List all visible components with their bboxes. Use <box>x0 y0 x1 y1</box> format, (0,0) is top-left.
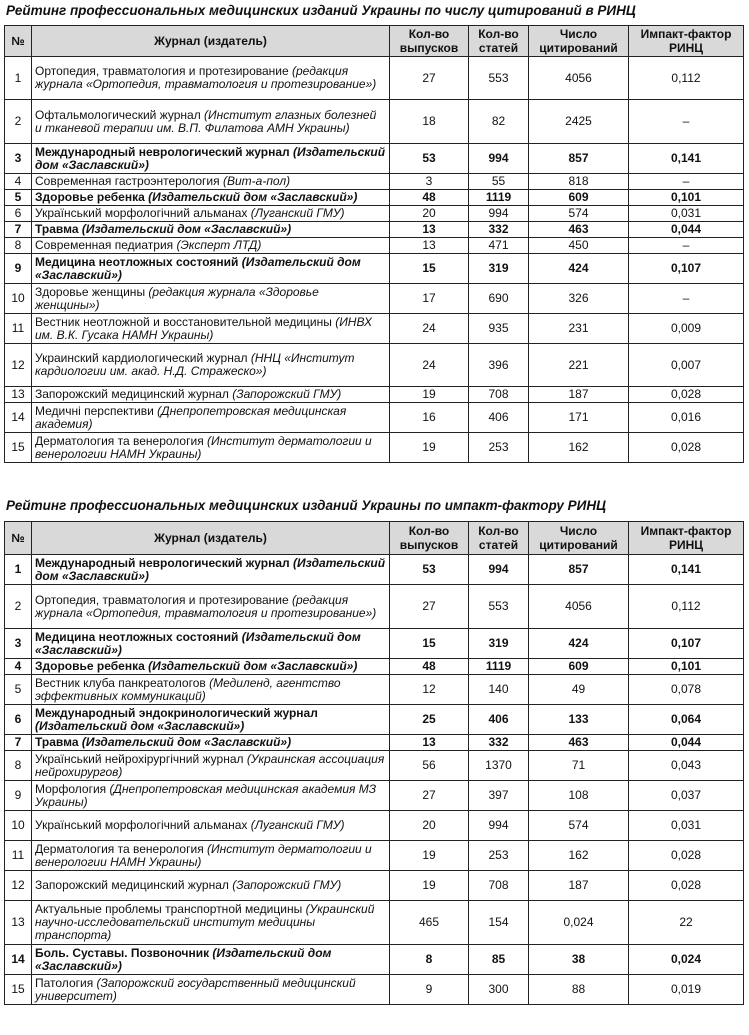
journal-name: Здоровье женщины <box>35 284 146 299</box>
citations-cell: 609 <box>529 659 629 675</box>
publisher: (Институт глазных болезней и тканевой терапии им. В.П. Филатова АМН Украины) <box>35 107 377 135</box>
journal-name: Дерматология та венерология <box>35 433 204 448</box>
issues-cell: 56 <box>390 751 469 781</box>
journal-cell <box>32 314 390 344</box>
journal-cell <box>32 433 390 463</box>
header-articles: Кол-во статей <box>469 26 529 57</box>
journal-cell <box>32 238 390 254</box>
impact-factor-cell: 0,009 <box>629 314 744 344</box>
row-number: 11 <box>5 841 32 871</box>
articles-cell: 253 <box>469 433 529 463</box>
citations-cell: 162 <box>529 433 629 463</box>
publisher: (Издательский дом «Заславский») <box>35 144 386 172</box>
publisher: (Луганский ГМУ) <box>250 818 345 832</box>
journal-name: Запорожский медицинский журнал <box>35 387 229 401</box>
impact-factor-rating-table <box>4 521 744 1005</box>
journal-cell <box>32 57 390 100</box>
header-journal: Журнал (издатель) <box>32 26 390 57</box>
issues-cell: 3 <box>390 174 469 190</box>
row-number: 9 <box>5 254 32 284</box>
citations-cell: 463 <box>529 222 629 238</box>
journal-cell <box>32 751 390 781</box>
issues-cell: 13 <box>390 735 469 751</box>
table-row <box>5 841 744 871</box>
articles-cell: 994 <box>469 206 529 222</box>
citations-cell: 221 <box>529 344 629 387</box>
citations-cell: 857 <box>529 555 629 585</box>
impact-factor-cell: 0,064 <box>629 705 744 735</box>
issues-cell: 20 <box>390 206 469 222</box>
table-row <box>5 314 744 344</box>
publisher: (редакция журнала «Здоровье женщины») <box>35 284 319 312</box>
citations-cell: 424 <box>529 254 629 284</box>
row-number: 12 <box>5 344 32 387</box>
articles-cell: 553 <box>469 585 529 629</box>
articles-cell: 406 <box>469 403 529 433</box>
publisher: (Институт дерматологии и венерологии НАМН Украины) <box>35 433 372 461</box>
citations-cell: 574 <box>529 206 629 222</box>
journal-cell <box>32 901 390 945</box>
table-row <box>5 629 744 659</box>
publisher: (Издательский дом «Заславский») <box>35 945 332 973</box>
journal-name: Здоровье ребенка <box>35 659 145 673</box>
issues-cell: 465 <box>390 901 469 945</box>
impact-factor-cell: 0,107 <box>629 254 744 284</box>
journal-cell <box>32 344 390 387</box>
journal-cell <box>32 975 390 1005</box>
journal-name: Медицина неотложных состояний <box>35 629 239 644</box>
journal-cell <box>32 206 390 222</box>
impact-factor-cell: 0,112 <box>629 585 744 629</box>
issues-cell: 12 <box>390 675 469 705</box>
impact-factor-cell: 0,031 <box>629 811 744 841</box>
issues-cell: 19 <box>390 841 469 871</box>
issues-cell: 27 <box>390 585 469 629</box>
issues-cell: 13 <box>390 222 469 238</box>
publisher: (Запорожский ГМУ) <box>232 387 342 401</box>
articles-cell: 319 <box>469 254 529 284</box>
publisher: (Издательский дом «Заславский») <box>148 190 358 204</box>
articles-cell: 55 <box>469 174 529 190</box>
journal-name: Актуальные проблемы транспортной медицины <box>35 902 303 916</box>
articles-cell: 708 <box>469 387 529 403</box>
impact-factor-cell: 22 <box>629 901 744 945</box>
citations-cell: 187 <box>529 387 629 403</box>
table-row <box>5 871 744 901</box>
publisher: (Издательский дом «Заславский») <box>81 735 292 749</box>
row-number: 3 <box>5 144 32 174</box>
table-row <box>5 254 744 284</box>
publisher: (Запорожский государственный медицинский университет) <box>35 975 356 1003</box>
journal-cell <box>32 100 390 144</box>
row-number: 14 <box>5 403 32 433</box>
citations-cell: 171 <box>529 403 629 433</box>
impact-factor-cell: 0,024 <box>629 945 744 975</box>
publisher: (Эксперт ЛТД) <box>176 238 262 252</box>
table1-title: Рейтинг профессиональных медицинских изданий Украины по числу цитирований в РИНЦ <box>6 3 636 18</box>
articles-cell: 82 <box>469 100 529 144</box>
journal-name: Международный эндокринологический журнал <box>35 705 318 720</box>
table-row <box>5 675 744 705</box>
row-number: 1 <box>5 57 32 100</box>
row-number: 8 <box>5 751 32 781</box>
impact-factor-cell: 0,037 <box>629 781 744 811</box>
table-row <box>5 238 744 254</box>
issues-cell: 15 <box>390 254 469 284</box>
row-number: 1 <box>5 555 32 585</box>
citations-cell: 450 <box>529 238 629 254</box>
publisher: (Запорожский ГМУ) <box>232 878 342 892</box>
header-number: № <box>5 522 32 555</box>
articles-cell: 471 <box>469 238 529 254</box>
table-row <box>5 705 744 735</box>
impact-factor-cell: 0,141 <box>629 555 744 585</box>
journal-name: Морфология <box>35 781 107 796</box>
publisher: (Издательский дом «Заславский») <box>81 222 292 236</box>
journal-name: Вестник клуба панкреатологов <box>35 675 206 690</box>
issues-cell: 27 <box>390 781 469 811</box>
issues-cell: 8 <box>390 945 469 975</box>
impact-factor-cell: 0,016 <box>629 403 744 433</box>
journal-name: Вестник неотложной и восстановительной медицины <box>35 314 332 329</box>
header-articles: Кол-во статей <box>469 522 529 555</box>
table-row <box>5 585 744 629</box>
citations-cell: 609 <box>529 190 629 206</box>
publisher: (Украинский научно-исследовательский институт медицины транспорта) <box>35 902 375 942</box>
impact-factor-cell: – <box>629 284 744 314</box>
row-number: 10 <box>5 811 32 841</box>
impact-factor-cell: 0,028 <box>629 387 744 403</box>
journal-cell <box>32 284 390 314</box>
issues-cell: 20 <box>390 811 469 841</box>
articles-cell: 332 <box>469 222 529 238</box>
journal-cell <box>32 675 390 705</box>
table-row <box>5 555 744 585</box>
journal-name: Український морфологічний альманах <box>35 818 248 832</box>
row-number: 2 <box>5 585 32 629</box>
journal-cell <box>32 174 390 190</box>
journal-name: Международный неврологический журнал <box>35 144 290 159</box>
journal-cell <box>32 629 390 659</box>
issues-cell: 48 <box>390 659 469 675</box>
issues-cell: 17 <box>390 284 469 314</box>
journal-name: Медицина неотложных состояний <box>35 254 239 269</box>
table-row <box>5 781 744 811</box>
journal-name: Український нейрохірургічний журнал <box>35 751 244 766</box>
journal-cell <box>32 735 390 751</box>
journal-cell <box>32 387 390 403</box>
row-number: 5 <box>5 675 32 705</box>
journal-cell <box>32 254 390 284</box>
citations-cell: 574 <box>529 811 629 841</box>
publisher: (Издательский дом «Заславский») <box>148 659 358 673</box>
citations-cell: 4056 <box>529 585 629 629</box>
citations-cell: 162 <box>529 841 629 871</box>
table-row <box>5 403 744 433</box>
journal-name: Медичні перспективи <box>35 403 154 418</box>
table-row <box>5 222 744 238</box>
journal-name: Дерматология та венерология <box>35 841 204 856</box>
articles-cell: 85 <box>469 945 529 975</box>
header-issues: Кол-во выпусков <box>390 522 469 555</box>
journal-name: Офтальмологический журнал <box>35 107 201 122</box>
articles-cell: 935 <box>469 314 529 344</box>
journal-cell <box>32 945 390 975</box>
journal-name: Запорожский медицинский журнал <box>35 878 229 892</box>
impact-factor-cell: 0,043 <box>629 751 744 781</box>
issues-cell: 48 <box>390 190 469 206</box>
table-row <box>5 735 744 751</box>
header-citations: Число цитирований <box>529 26 629 57</box>
row-number: 15 <box>5 975 32 1005</box>
row-number: 14 <box>5 945 32 975</box>
citations-cell: 38 <box>529 945 629 975</box>
publisher: (Луганский ГМУ) <box>250 206 345 220</box>
issues-cell: 24 <box>390 314 469 344</box>
citations-cell: 88 <box>529 975 629 1005</box>
publisher: (Издательский дом «Заславский») <box>35 629 361 657</box>
citations-cell: 133 <box>529 705 629 735</box>
table-row <box>5 751 744 781</box>
issues-cell: 18 <box>390 100 469 144</box>
impact-factor-cell: 0,028 <box>629 841 744 871</box>
articles-cell: 300 <box>469 975 529 1005</box>
journal-cell <box>32 705 390 735</box>
row-number: 4 <box>5 659 32 675</box>
issues-cell: 25 <box>390 705 469 735</box>
row-number: 4 <box>5 174 32 190</box>
citations-cell: 463 <box>529 735 629 751</box>
articles-cell: 994 <box>469 555 529 585</box>
journal-name: Здоровье ребенка <box>35 190 145 204</box>
publisher: (ИНВХ им. В.К. Гусака НАМН Украины) <box>35 314 373 342</box>
impact-factor-cell: 0,101 <box>629 659 744 675</box>
table-row <box>5 174 744 190</box>
journal-cell <box>32 585 390 629</box>
row-number: 10 <box>5 284 32 314</box>
row-number: 6 <box>5 206 32 222</box>
publisher: (Днепропетровская медицинская академия МЗ Украины) <box>35 781 377 809</box>
articles-cell: 397 <box>469 781 529 811</box>
table-row <box>5 387 744 403</box>
journal-cell <box>32 190 390 206</box>
table-row <box>5 433 744 463</box>
publisher: (Издательский дом «Заславский») <box>35 254 361 282</box>
citations-rating-table <box>4 25 744 463</box>
impact-factor-cell: – <box>629 174 744 190</box>
journal-name: Боль. Суставы. Позвоночник <box>35 945 210 960</box>
journal-cell <box>32 403 390 433</box>
issues-cell: 16 <box>390 403 469 433</box>
articles-cell: 1119 <box>469 190 529 206</box>
journal-name: Современная гастроэнтерология <box>35 174 220 188</box>
impact-factor-cell: 0,044 <box>629 735 744 751</box>
articles-cell: 406 <box>469 705 529 735</box>
table-row <box>5 344 744 387</box>
publisher: (Издательский дом «Заславский») <box>35 718 245 733</box>
issues-cell: 53 <box>390 555 469 585</box>
citations-cell: 231 <box>529 314 629 344</box>
journal-cell <box>32 555 390 585</box>
header-citations: Число цитирований <box>529 522 629 555</box>
publisher: (Институт дерматологии и венерологии НАМН Украины) <box>35 841 372 869</box>
journal-name: Патология <box>35 975 94 990</box>
impact-factor-cell: 0,028 <box>629 871 744 901</box>
impact-factor-cell: 0,044 <box>629 222 744 238</box>
citations-cell: 49 <box>529 675 629 705</box>
citations-cell: 4056 <box>529 57 629 100</box>
publisher: (редакция журнала «Ортопедия, травматология и протезирование») <box>35 592 377 620</box>
citations-cell: 2425 <box>529 100 629 144</box>
table-row <box>5 945 744 975</box>
impact-factor-cell: – <box>629 100 744 144</box>
journal-name: Український морфологічний альманах <box>35 206 248 220</box>
row-number: 11 <box>5 314 32 344</box>
citations-cell: 187 <box>529 871 629 901</box>
table-row <box>5 901 744 945</box>
row-number: 6 <box>5 705 32 735</box>
articles-cell: 708 <box>469 871 529 901</box>
articles-cell: 1119 <box>469 659 529 675</box>
row-number: 3 <box>5 629 32 659</box>
publisher: (Днепропетровская медицинская академия) <box>35 403 347 431</box>
issues-cell: 9 <box>390 975 469 1005</box>
table-row <box>5 57 744 100</box>
row-number: 5 <box>5 190 32 206</box>
citations-cell: 71 <box>529 751 629 781</box>
impact-factor-cell: 0,141 <box>629 144 744 174</box>
publisher: (Медиленд, агентство эффективных коммуникаций) <box>35 675 341 703</box>
journal-name: Травма <box>35 222 79 236</box>
journal-cell <box>32 811 390 841</box>
row-number: 15 <box>5 433 32 463</box>
journal-cell <box>32 781 390 811</box>
articles-cell: 253 <box>469 841 529 871</box>
impact-factor-cell: – <box>629 238 744 254</box>
issues-cell: 19 <box>390 387 469 403</box>
journal-name: Ортопедия, травматология и протезирование <box>35 64 289 78</box>
impact-factor-cell: 0,031 <box>629 206 744 222</box>
citations-cell: 326 <box>529 284 629 314</box>
articles-cell: 140 <box>469 675 529 705</box>
header-journal: Журнал (издатель) <box>32 522 390 555</box>
journal-name: Травма <box>35 735 79 749</box>
issues-cell: 53 <box>390 144 469 174</box>
issues-cell: 24 <box>390 344 469 387</box>
publisher: (Издательский дом «Заславский») <box>35 555 386 583</box>
impact-factor-cell: 0,007 <box>629 344 744 387</box>
impact-factor-cell: 0,028 <box>629 433 744 463</box>
row-number: 13 <box>5 901 32 945</box>
header-issues: Кол-во выпусков <box>390 26 469 57</box>
table-row <box>5 975 744 1005</box>
row-number: 8 <box>5 238 32 254</box>
journal-name: Международный неврологический журнал <box>35 555 290 570</box>
journal-cell <box>32 659 390 675</box>
table2-title: Рейтинг профессиональных медицинских изданий Украины по импакт-фактору РИНЦ <box>6 498 606 513</box>
table-row <box>5 100 744 144</box>
impact-factor-cell: 0,078 <box>629 675 744 705</box>
publisher: (редакция журнала «Ортопедия, травматология и протезирование») <box>35 64 377 91</box>
journal-name: Украинский кардиологический журнал <box>35 351 248 365</box>
row-number: 7 <box>5 222 32 238</box>
row-number: 9 <box>5 781 32 811</box>
issues-cell: 15 <box>390 629 469 659</box>
publisher: (Вит-а-пол) <box>222 174 291 188</box>
citations-cell: 108 <box>529 781 629 811</box>
articles-cell: 553 <box>469 57 529 100</box>
citations-cell: 818 <box>529 174 629 190</box>
publisher: (ННЦ «Институт кардиологии им. акад. Н.Д. Стражеско») <box>35 351 355 378</box>
publisher: (Украинская ассоциация нейрохирургов) <box>35 751 385 779</box>
articles-cell: 332 <box>469 735 529 751</box>
issues-cell: 27 <box>390 57 469 100</box>
articles-cell: 319 <box>469 629 529 659</box>
issues-cell: 19 <box>390 433 469 463</box>
journal-cell <box>32 871 390 901</box>
table-row <box>5 144 744 174</box>
header-number: № <box>5 26 32 57</box>
issues-cell: 13 <box>390 238 469 254</box>
impact-factor-cell: 0,101 <box>629 190 744 206</box>
journal-cell <box>32 222 390 238</box>
journal-cell <box>32 841 390 871</box>
header-impact-factor: Импакт-фактор РИНЦ <box>629 26 744 57</box>
row-number: 2 <box>5 100 32 144</box>
journal-cell <box>32 144 390 174</box>
citations-cell: 857 <box>529 144 629 174</box>
row-number: 7 <box>5 735 32 751</box>
citations-cell: 424 <box>529 629 629 659</box>
table-row <box>5 206 744 222</box>
journal-name: Современная педиатрия <box>35 238 174 252</box>
articles-cell: 690 <box>469 284 529 314</box>
table-row <box>5 811 744 841</box>
impact-factor-cell: 0,112 <box>629 57 744 100</box>
citations-cell: 0,024 <box>529 901 629 945</box>
row-number: 13 <box>5 387 32 403</box>
journal-name: Ортопедия, травматология и протезирование <box>35 592 289 607</box>
articles-cell: 994 <box>469 811 529 841</box>
articles-cell: 154 <box>469 901 529 945</box>
issues-cell: 19 <box>390 871 469 901</box>
impact-factor-cell: 0,019 <box>629 975 744 1005</box>
impact-factor-cell: 0,107 <box>629 629 744 659</box>
table-row <box>5 284 744 314</box>
articles-cell: 1370 <box>469 751 529 781</box>
row-number: 12 <box>5 871 32 901</box>
articles-cell: 994 <box>469 144 529 174</box>
header-impact-factor: Импакт-фактор РИНЦ <box>629 522 744 555</box>
table-row <box>5 190 744 206</box>
table-row <box>5 659 744 675</box>
articles-cell: 396 <box>469 344 529 387</box>
